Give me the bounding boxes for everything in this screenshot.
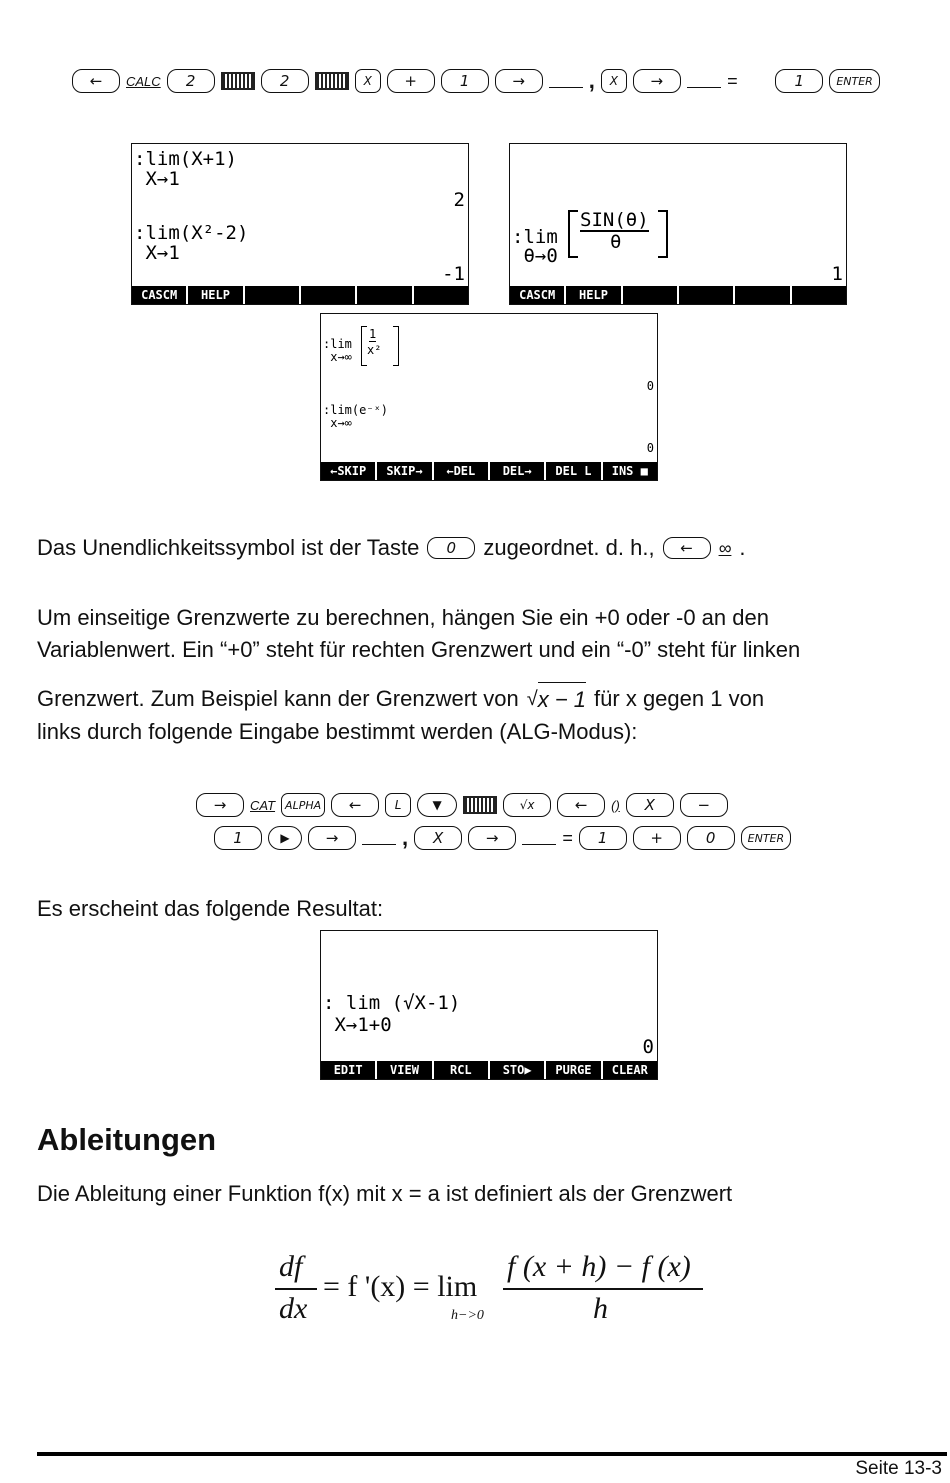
screen-numerator: SIN(θ) (580, 209, 649, 231)
paragraph-onesided-line2: Variablenwert. Ein “+0” steht für rechten Grenzwert und ein “-0” steht für linken (37, 637, 801, 662)
fraction-bar (275, 1288, 317, 1290)
left-bracket-icon (568, 210, 578, 258)
key-x: X (355, 69, 381, 93)
screen-line: θ→0 (512, 245, 558, 267)
menu-label: SKIP→ (377, 462, 433, 480)
menu-label: CLEAR (611, 1063, 648, 1077)
page-number: Seite 13-3 (855, 1458, 942, 1479)
menu-label: INS ■ (611, 464, 648, 478)
left-bracket-icon (361, 326, 367, 366)
fraction-bar (503, 1288, 703, 1290)
menu-label (735, 286, 791, 304)
screen-line: X→1 (134, 168, 180, 190)
screen-denominator: x² (367, 343, 382, 357)
shift-blank (522, 832, 556, 845)
key-plus: + (633, 826, 681, 850)
menu-label (679, 286, 735, 304)
equals-label: = (562, 827, 573, 848)
screen-result: -1 (442, 263, 465, 285)
screen-result: 0 (642, 1036, 654, 1058)
screen-result: 0 (646, 379, 654, 393)
menu-label (792, 286, 846, 304)
calculator-screen-2 (509, 143, 847, 305)
calculator-screen-3 (320, 313, 658, 481)
screen-numerator: 1 (369, 327, 377, 341)
key-l: L (385, 793, 411, 817)
menu-label (301, 286, 357, 304)
screen-line: :lim(X²-2) (134, 222, 249, 244)
sqrt-icon: √ (526, 688, 538, 710)
soft-menu-bar (510, 286, 846, 304)
left-shift-key: ← (72, 69, 120, 93)
paragraph-infinity (37, 532, 746, 564)
shift-blank (549, 75, 583, 88)
right-shift-key: → (633, 69, 681, 93)
right-shift-key: → (196, 793, 244, 817)
formula-numerator: f (x + h) − f (x) (507, 1250, 691, 1283)
key-plus: + (387, 69, 435, 93)
screen-result: 1 (831, 263, 843, 285)
paragraph-derivative: Die Ableitung einer Funktion f(x) mit x = a ist definiert als der Grenzwert (37, 1181, 733, 1206)
alpha-key: ALPHA (281, 793, 325, 817)
derivative-formula (275, 1250, 715, 1340)
key-2: 2 (261, 69, 309, 93)
enter-key: ENTER (741, 826, 792, 850)
formula-limit-sub: h−>0 (451, 1308, 484, 1323)
right-arrow-key: ▶ (268, 826, 302, 850)
calculator-screen-4 (320, 930, 658, 1080)
right-shift-key: → (308, 826, 356, 850)
left-shift-key: ← (663, 537, 711, 559)
menu-label: RCL (434, 1061, 490, 1079)
right-shift-key: → (495, 69, 543, 93)
sqrt-key: √x (503, 793, 551, 817)
key-minus: − (680, 793, 728, 817)
key-2: 2 (167, 69, 215, 93)
screen-line: : lim (√X-1) (323, 992, 461, 1014)
text: . (739, 535, 746, 560)
softmenu-key-icon (315, 72, 349, 90)
screen-line: X→1+0 (323, 1014, 392, 1036)
softmenu-key-icon (463, 796, 497, 814)
right-bracket-icon (658, 210, 668, 258)
text: Das Unendlichkeitssymbol ist der Taste (37, 535, 420, 560)
screen-line: :lim(X+1) (134, 148, 237, 170)
calc-shift-label: CALC (126, 73, 161, 89)
shift-blank (687, 75, 721, 88)
paragraph-result: Es erscheint das folgende Resultat: (37, 896, 384, 921)
key-0: 0 (427, 537, 475, 559)
screen-line: :lim (512, 226, 558, 248)
down-arrow-key: ▼ (417, 793, 457, 817)
keystroke-sequence-2-row-1 (196, 793, 728, 817)
right-shift-key: → (468, 826, 516, 850)
keystroke-sequence-2-row-2 (214, 825, 791, 851)
screen-line: :lim (323, 337, 352, 351)
menu-label: HELP (188, 286, 244, 304)
sqrt-argument: x − 1 (538, 682, 586, 716)
menu-label (623, 286, 679, 304)
screen-line: x→∞ (323, 350, 352, 364)
screen-line: :lim(e⁻ˣ) (323, 403, 389, 417)
soft-menu-bar (132, 286, 468, 304)
formula-dx: dx (279, 1292, 308, 1325)
paragraph-onesided-line4: links durch folgende Eingabe bestimmt werden (ALG-Modus): (37, 719, 638, 744)
screen-denominator: θ (610, 231, 622, 253)
left-shift-key: ← (331, 793, 379, 817)
menu-label (245, 286, 301, 304)
formula-denominator: h (593, 1292, 608, 1325)
menu-label: STO▶ (490, 1061, 546, 1079)
footer-rule (37, 1452, 947, 1456)
paragraph-onesided-line3 (37, 682, 764, 716)
screen-result: 0 (646, 441, 654, 455)
text: Grenzwert. Zum Beispiel kann der Grenzwert von (37, 686, 519, 711)
comma-label: , (402, 825, 409, 850)
menu-label: DEL→ (490, 462, 546, 480)
key-x: X (414, 826, 462, 850)
parentheses-shift-label: () (611, 797, 620, 813)
cat-shift-label: CAT (250, 797, 276, 813)
formula-df: df (279, 1250, 303, 1283)
calculator-screen-1 (131, 143, 469, 305)
comma-label: , (588, 68, 595, 93)
menu-label: HELP (566, 286, 622, 304)
menu-label: ←SKIP (321, 462, 377, 480)
infinity-shift-label: ∞ (718, 538, 732, 558)
section-heading: Ableitungen (37, 1122, 217, 1157)
text: für x gegen 1 von (594, 686, 765, 711)
key-x: X (601, 69, 627, 93)
screen-line: x→∞ (323, 416, 352, 430)
formula-middle: = f '(x) = lim (323, 1270, 478, 1303)
menu-label: DEL L (546, 462, 602, 480)
key-0: 0 (687, 826, 735, 850)
text: zugeordnet. d. h., (483, 535, 655, 560)
key-1: 1 (441, 69, 489, 93)
key-1: 1 (579, 826, 627, 850)
menu-label (357, 286, 413, 304)
screen-result: 2 (453, 189, 465, 211)
menu-label: CASCM (510, 286, 566, 304)
softmenu-key-icon (221, 72, 255, 90)
menu-label: PURGE (546, 1061, 602, 1079)
menu-label (414, 286, 468, 304)
paragraph-onesided-line1: Um einseitige Grenzwerte zu berechnen, hängen Sie ein +0 oder -0 an den (37, 605, 769, 630)
shift-blank (362, 832, 396, 845)
key-1: 1 (775, 69, 823, 93)
key-x: X (626, 793, 674, 817)
soft-menu-bar (321, 462, 657, 480)
menu-label: EDIT (321, 1061, 377, 1079)
equals-label: = (726, 70, 738, 91)
keystroke-sequence-1 (72, 68, 880, 94)
enter-key: ENTER (829, 69, 880, 93)
menu-label: VIEW (377, 1061, 433, 1079)
screen-line: X→1 (134, 242, 180, 264)
key-1: 1 (214, 826, 262, 850)
left-shift-key: ← (557, 793, 605, 817)
menu-label: ←DEL (434, 462, 490, 480)
menu-label: CASCM (132, 286, 188, 304)
right-bracket-icon (393, 326, 399, 366)
soft-menu-bar (321, 1061, 657, 1079)
